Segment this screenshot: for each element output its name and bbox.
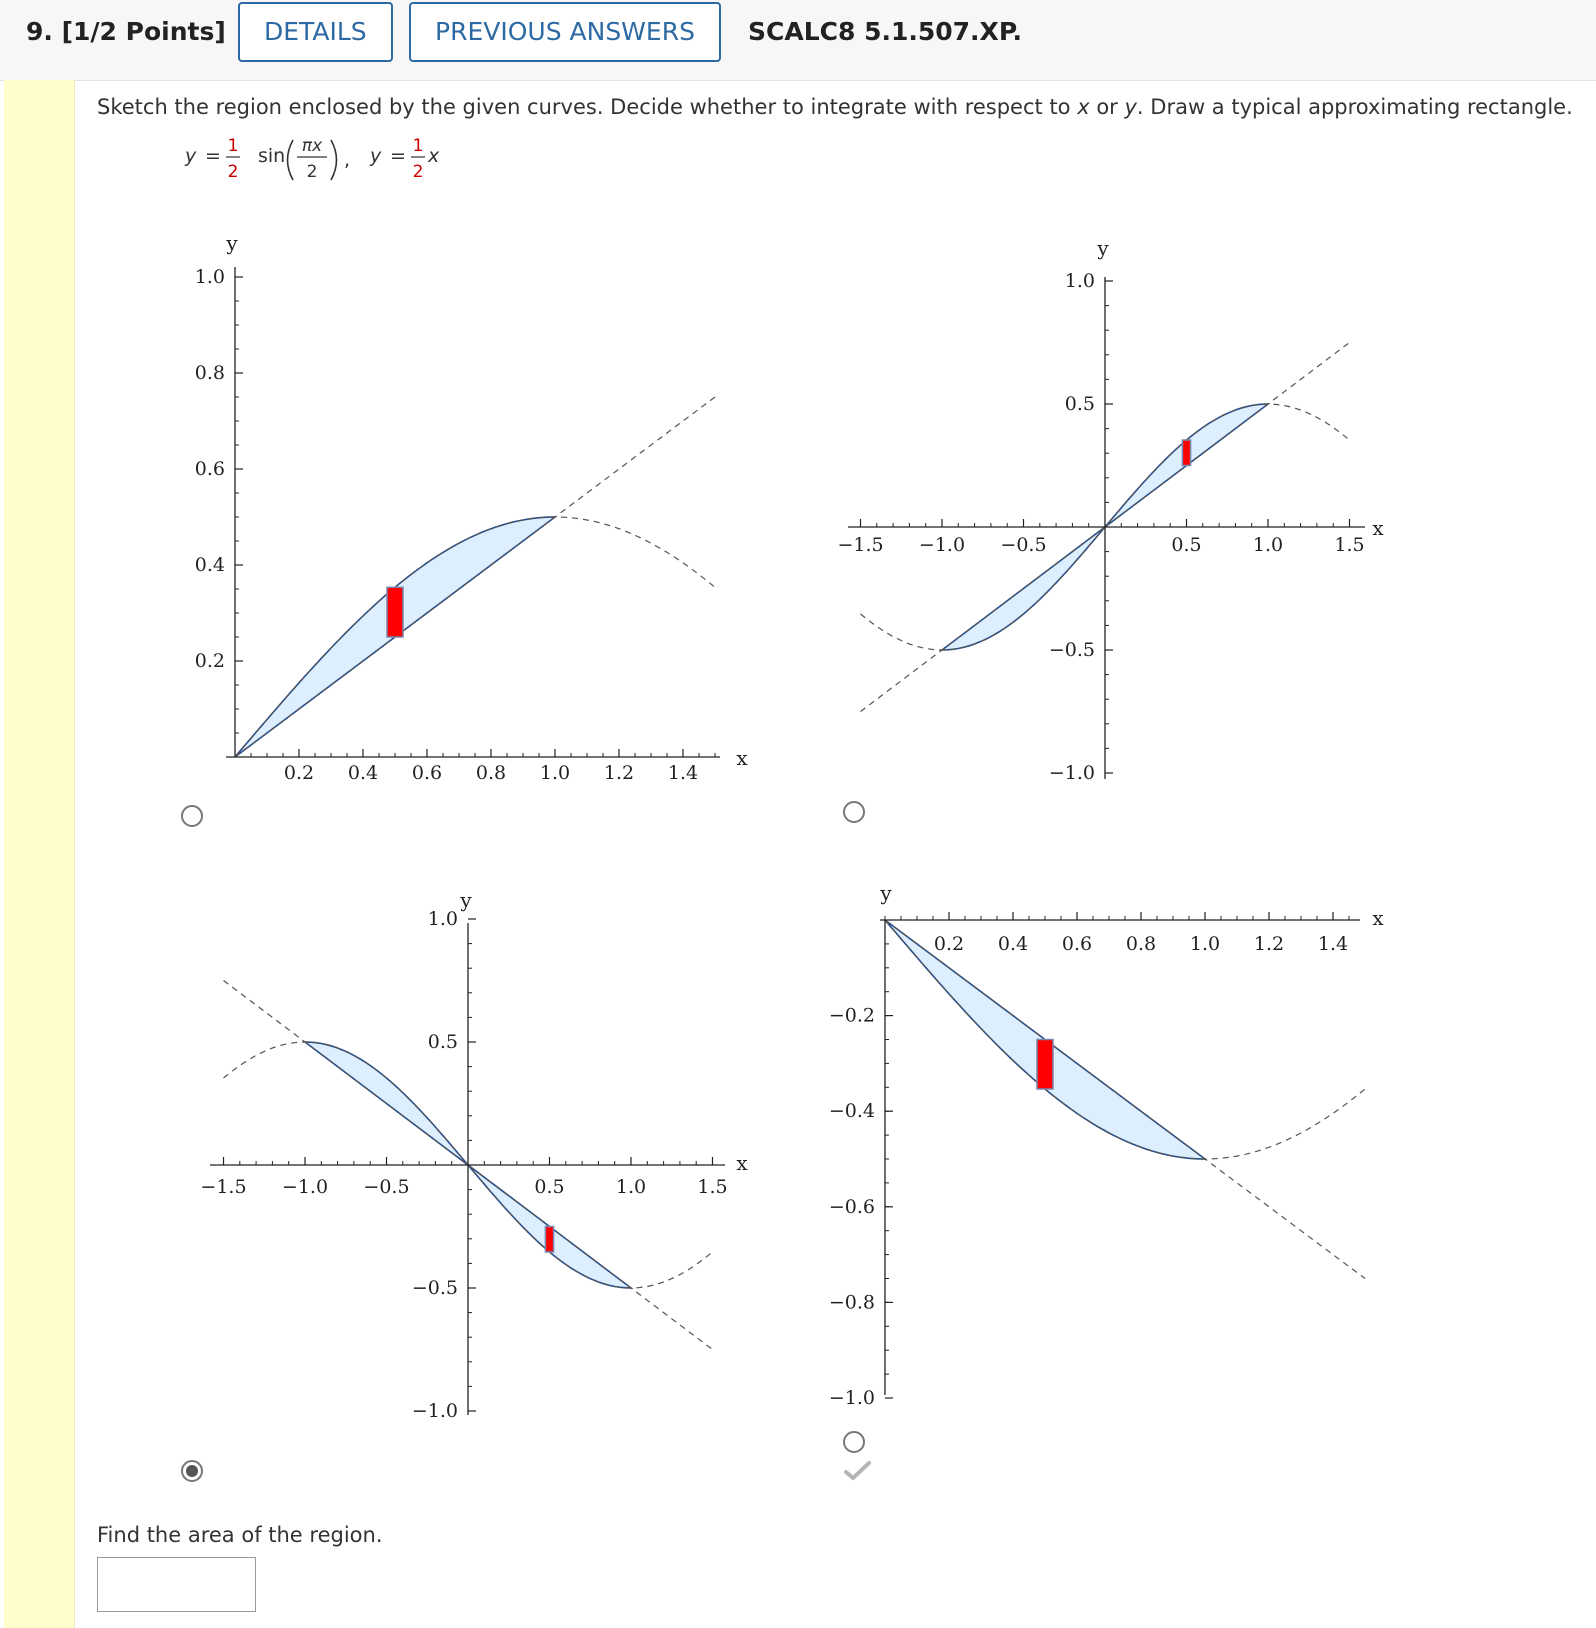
y-axis-label: y	[880, 881, 892, 905]
formula-den-2: 2	[412, 162, 424, 182]
formula-x: x	[428, 145, 440, 167]
line-curve-dashed	[235, 397, 715, 757]
x-tick-label: 1.4	[667, 762, 699, 784]
y-tick-label: 1.0	[1064, 270, 1095, 292]
formula-sin: sin	[258, 145, 286, 167]
formula-comma: ,	[344, 149, 351, 171]
x-tick-label: −1.0	[918, 534, 966, 556]
correct-check-icon	[844, 1460, 872, 1482]
formula-inner-num: πx	[301, 136, 323, 156]
radio-option-3[interactable]	[181, 1460, 203, 1482]
x-tick-label: −1.5	[200, 1176, 247, 1198]
x-tick-label: 0.4	[997, 933, 1029, 955]
radio-option-1[interactable]	[181, 805, 203, 827]
y-tick-label: 0.8	[194, 362, 225, 384]
formula-den-1: 2	[227, 162, 239, 182]
radio-option-4[interactable]	[843, 1431, 865, 1453]
y-tick-label: −1.0	[1048, 762, 1095, 784]
x-axis-label: x	[736, 1151, 748, 1175]
previous-answers-button[interactable]: PREVIOUS ANSWERS	[409, 2, 721, 62]
formula-num-2: 1	[412, 136, 424, 156]
approximating-rectangle	[1182, 440, 1190, 465]
x-tick-label: 0.6	[1061, 933, 1093, 955]
y-tick-label: −0.5	[411, 1277, 458, 1299]
y-tick-label: −0.2	[828, 1004, 875, 1027]
formula-equals-1: =	[205, 145, 221, 167]
question-code: SCALC8 5.1.507.XP.	[748, 17, 1023, 46]
y-tick-label: −1.0	[411, 1400, 458, 1422]
y-axis-label: y	[226, 231, 238, 255]
x-tick-label: 0.2	[283, 762, 315, 784]
y-tick-label: 0.5	[1064, 393, 1095, 415]
x-tick-label: −1.0	[281, 1176, 329, 1198]
x-tick-label: 0.2	[933, 933, 965, 955]
y-tick-label: 0.5	[427, 1031, 458, 1053]
x-tick-label: −1.5	[837, 534, 884, 556]
curves-formula	[185, 132, 475, 188]
formula-y2: y	[370, 145, 382, 167]
question-number: 9. [1/2 Points]	[26, 17, 226, 46]
x-tick-label: 1.2	[603, 762, 635, 784]
x-tick-label: 1.0	[1189, 933, 1221, 955]
graph-option-3	[190, 888, 790, 1495]
graph-option-1	[190, 231, 790, 825]
graph-option-4	[828, 881, 1440, 1495]
y-tick-label: −0.8	[828, 1291, 875, 1314]
question-prompt: Sketch the region enclosed by the given curves. Decide whether to integrate with respect to x or y. Draw a typical approximating rectangle.	[97, 95, 1573, 119]
question-status-bar	[4, 80, 75, 1628]
y-tick-label: 1.0	[427, 908, 458, 930]
x-axis-label: x	[1372, 516, 1384, 540]
x-tick-label: 0.5	[534, 1176, 565, 1198]
x-tick-label: 1.5	[697, 1176, 728, 1198]
area-answer-input[interactable]	[97, 1557, 256, 1612]
details-button[interactable]: DETAILS	[238, 2, 393, 62]
approximating-rectangle	[387, 587, 403, 637]
graph-option-2	[837, 235, 1440, 825]
x-tick-label: 0.8	[1125, 933, 1157, 955]
question-header	[0, 0, 1596, 81]
x-tick-label: −0.5	[363, 1176, 410, 1198]
x-axis-label: x	[1372, 906, 1384, 930]
x-tick-label: 0.5	[1171, 534, 1202, 556]
x-tick-label: 1.5	[1334, 534, 1365, 556]
y-tick-label: −1.0	[828, 1387, 875, 1409]
y-tick-label: 0.6	[194, 458, 225, 480]
x-tick-label: 1.0	[1252, 534, 1284, 556]
y-tick-label: −0.5	[1048, 639, 1095, 661]
y-tick-label: 0.4	[194, 554, 225, 576]
formula-y1: y	[185, 145, 197, 167]
x-tick-label: 0.8	[475, 762, 507, 784]
approximating-rectangle	[1037, 1040, 1053, 1089]
x-tick-label: −0.5	[1000, 534, 1047, 556]
x-tick-label: 1.2	[1253, 933, 1285, 955]
formula-equals-2: =	[390, 145, 406, 167]
y-tick-label: 0.2	[194, 650, 225, 672]
x-tick-label: 1.0	[615, 1176, 647, 1198]
approximating-rectangle	[545, 1227, 553, 1252]
find-area-prompt: Find the area of the region.	[97, 1523, 383, 1547]
x-tick-label: 1.0	[539, 762, 571, 784]
x-tick-label: 0.6	[411, 762, 443, 784]
y-axis-label: y	[1097, 236, 1109, 260]
x-tick-label: 0.4	[347, 762, 379, 784]
y-tick-label: 1.0	[194, 266, 225, 288]
line-curve-dashed	[885, 920, 1365, 1279]
x-tick-label: 1.4	[1317, 933, 1349, 955]
x-axis-label: x	[736, 746, 748, 770]
y-tick-label: −0.6	[828, 1195, 875, 1218]
formula-num-1: 1	[227, 136, 239, 156]
y-axis-label: y	[460, 888, 472, 912]
radio-option-2[interactable]	[843, 801, 865, 823]
y-tick-label: −0.4	[828, 1100, 875, 1123]
formula-inner-den: 2	[306, 162, 318, 182]
